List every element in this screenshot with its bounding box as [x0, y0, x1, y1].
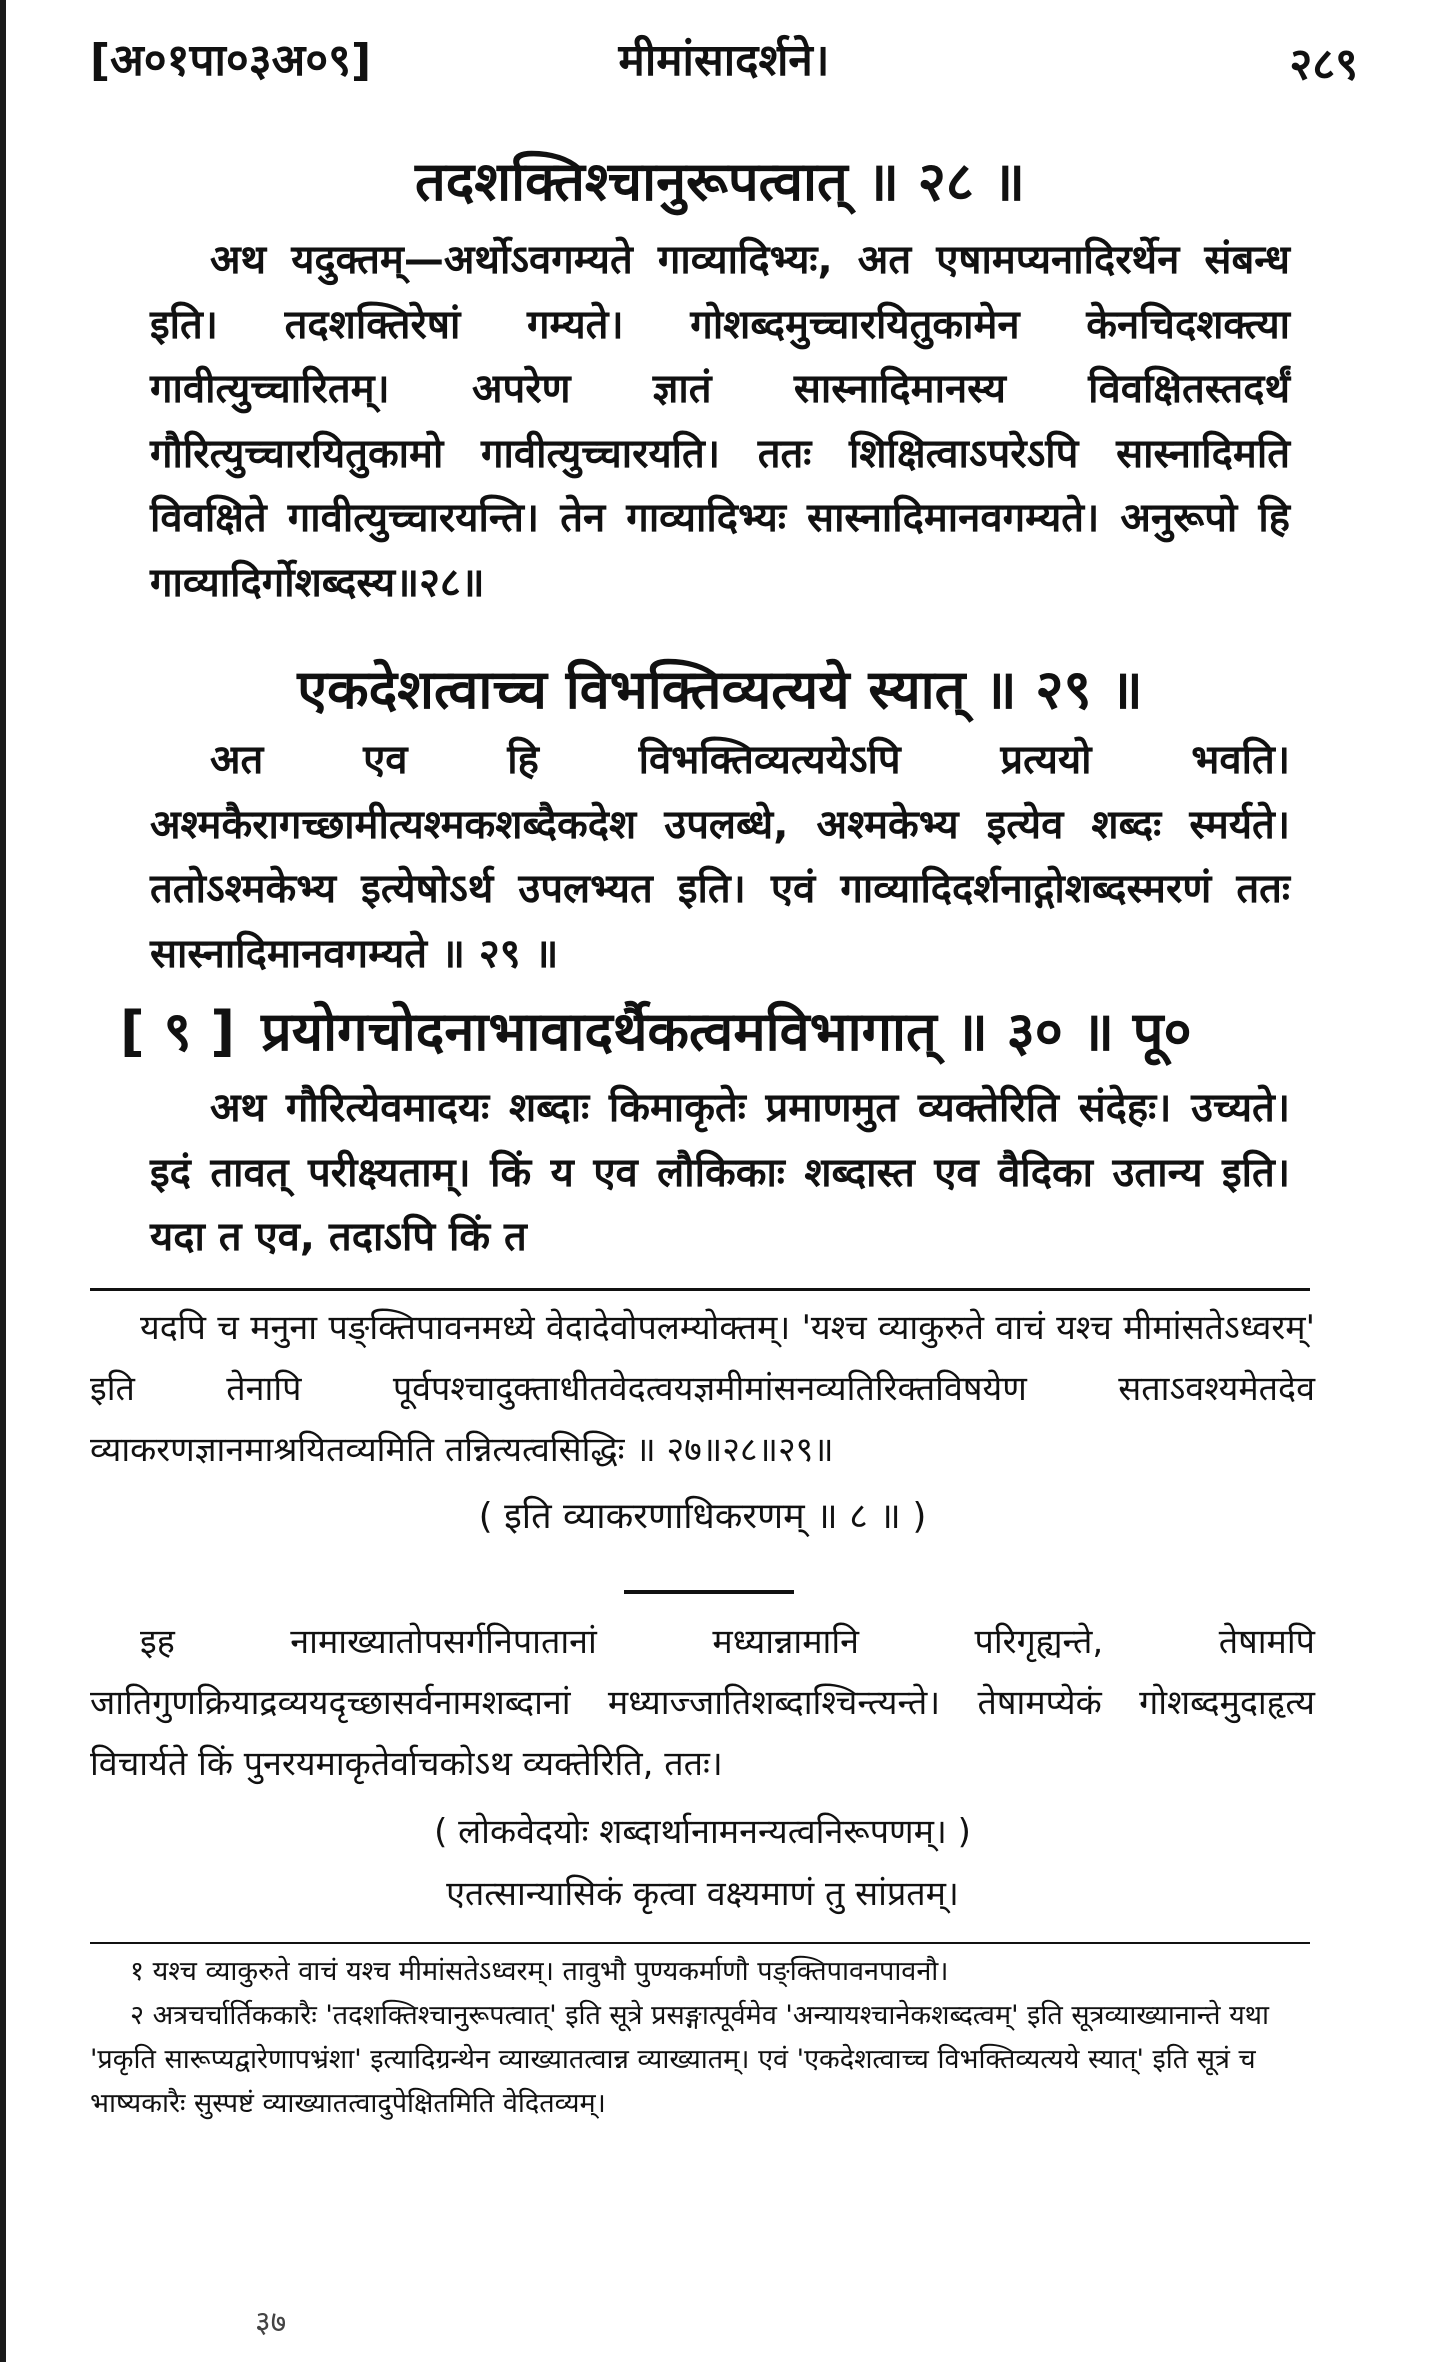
header-title: मीमांसादर्शने। [618, 35, 830, 86]
commentary-28-text: अथ यदुक्तम्—अर्थोऽवगम्यते गाव्यादिभ्यः, अत एषामप्यनादिरर्थेन संबन्ध इति। तदशक्तिरेषां गम्यते। गोशब्दमुच्चारयितुकामेन केनचिदशक्त्या गावीत्युच्चारितम्। अपरेण ज्ञातं सास्नादिमानस्य विवक्षितस्तदर्थं गौरित्युच्चारयितुकामो गावीत्युच्चारयति। ततः शिक्षित्वाऽपरेऽपि सास्नादिमति विवक्षिते गावीत्युच्चारयन्ति। तेन गाव्यादिभ्यः सास्नादिमानवगम्यते। अनुरूपो हि गाव्यादिर्गोशब्दस्य॥२८॥ [150, 237, 1290, 606]
short-divider [624, 1590, 794, 1594]
running-header [90, 18, 1358, 88]
intro-block [90, 1612, 1315, 1795]
footnote-2: २ अत्रचर्चार्तिककारैः 'तदशक्तिश्चानुरूपत्वात्' इति सूत्रे प्रसङ्गात्पूर्वमेव 'अन्यायश्चानेकशब्दत्वम्' इति सूत्रव्याख्यानान्ते यथा 'प्रकृति सारूप्यद्वारेणापभ्रंशा' इत्यादिग्रन्थेन व्याख्यातत्वान्न व्याख्यातम्। एवं 'एकदेशत्वाच्च विभक्तिव्यत्यये स्यात्' इति सूत्रं च भाष्यकारैः सुस्पष्टं व्याख्यातत्वादुपेक्षितमिति वेदितव्यम्। [90, 2000, 1269, 2119]
signature-mark: ३७ [255, 2305, 287, 2340]
commentary-29-text: अत एव हि विभक्तिव्यत्ययेऽपि प्रत्ययो भवति। अश्मकैरागच्छामीत्यश्मकशब्दैकदेश उपलब्धे, अश्मकेभ्य इत्येव शब्दः स्मर्यते। ततोऽश्मकेभ्य इत्येषोऽर्थ उपलभ्यत इति। एवं गाव्यादिदर्शनाद्गोशब्दस्मरणं ततः सास्नादिमानवगम्यते ॥ २९ ॥ [150, 737, 1290, 977]
commentary-30-text: अथ गौरित्येवमादयः शब्दाः किमाकृतेः प्रमाणमुत व्यक्तेरिति संदेहः। उच्यते। इदं तावत् परीक्ष्यताम्। किं य एव लौकिकाः शब्दास्त एव वैदिका उतान्य इति। यदा त एव, तदाऽपि किं त [150, 1085, 1290, 1260]
page-number: २८९ [1289, 39, 1358, 90]
commentary-30 [150, 1076, 1290, 1270]
footnote-1: १ यश्च व्याकुरुते वाचं यश्च मीमांसतेऽध्वरम्। तावुभौ पुण्यकर्माणौ पङ्क्तिपावनपावनौ। [130, 1956, 949, 1987]
footnotes [90, 1950, 1315, 2126]
sutra-30 [120, 1000, 1320, 1064]
vartika-text: यदपि च मनुना पङ्क्तिपावनमध्ये वेदादेवोपलम्योक्तम्। 'यश्च व्याकुरुते वाचं यश्च मीमांसतेऽध्वरम्' इति तेनापि पूर्वपश्चादुक्ताधीतवेदत्वयज्ञमीमांसनव्यतिरिक्तविषयेण सताऽवश्यमेतदेव व्याकरणज्ञानमाश्रयितव्यमिति तन्नित्यत्वसिद्धिः ॥ २७॥२८॥२९॥ [90, 1308, 1315, 1470]
section-divider [90, 1288, 1310, 1291]
adhikarana-number: [ ९ ] [120, 1000, 236, 1063]
commentary-28 [150, 228, 1290, 615]
header-reference: [अ०१पा०३अ०९] [90, 35, 372, 86]
page-spine-edge [0, 0, 6, 2362]
intro-text: इह नामाख्यातोपसर्गनिपातानां मध्यान्नामानि परिगृह्यन्ते, तेषामपि जातिगुणक्रियाद्रव्ययदृच्छासर्वनामशब्दानां मध्याज्जातिशब्दाश्चिन्त्यन्ते। तेषामप्येकं गोशब्दमुदाहृत्य विचार्यते किं पुनरयमाकृतेर्वाचकोऽथ व्यक्तेरिति, ततः। [90, 1622, 1315, 1784]
sutra-29: एकदेशत्वाच्च विभक्तिव्यत्यये स्यात् ॥ २९ ॥ [297, 658, 1143, 721]
footnote-divider [90, 1942, 1310, 1944]
topic-heading: ( लोकवेदयोः शब्दार्थानामनन्यत्वनिरूपणम्। ) [434, 1812, 971, 1852]
vartika-block [90, 1298, 1315, 1481]
sutra-28: तदशक्तिश्चानुरूपत्वात् ॥ २८ ॥ [414, 150, 1026, 213]
commentary-29 [150, 728, 1290, 986]
verse-line: एतत्सान्यासिकं कृत्वा वक्ष्यमाणं तु सांप्रतम्। [446, 1874, 959, 1914]
adhikarana-close: ( इति व्याकरणाधिकरणम् ॥ ८ ॥ ) [478, 1496, 927, 1537]
sutra-30-text: प्रयोगचोदनाभावादर्थैकत्वमविभागात् ॥ ३० ॥ पू० [261, 1000, 1192, 1063]
